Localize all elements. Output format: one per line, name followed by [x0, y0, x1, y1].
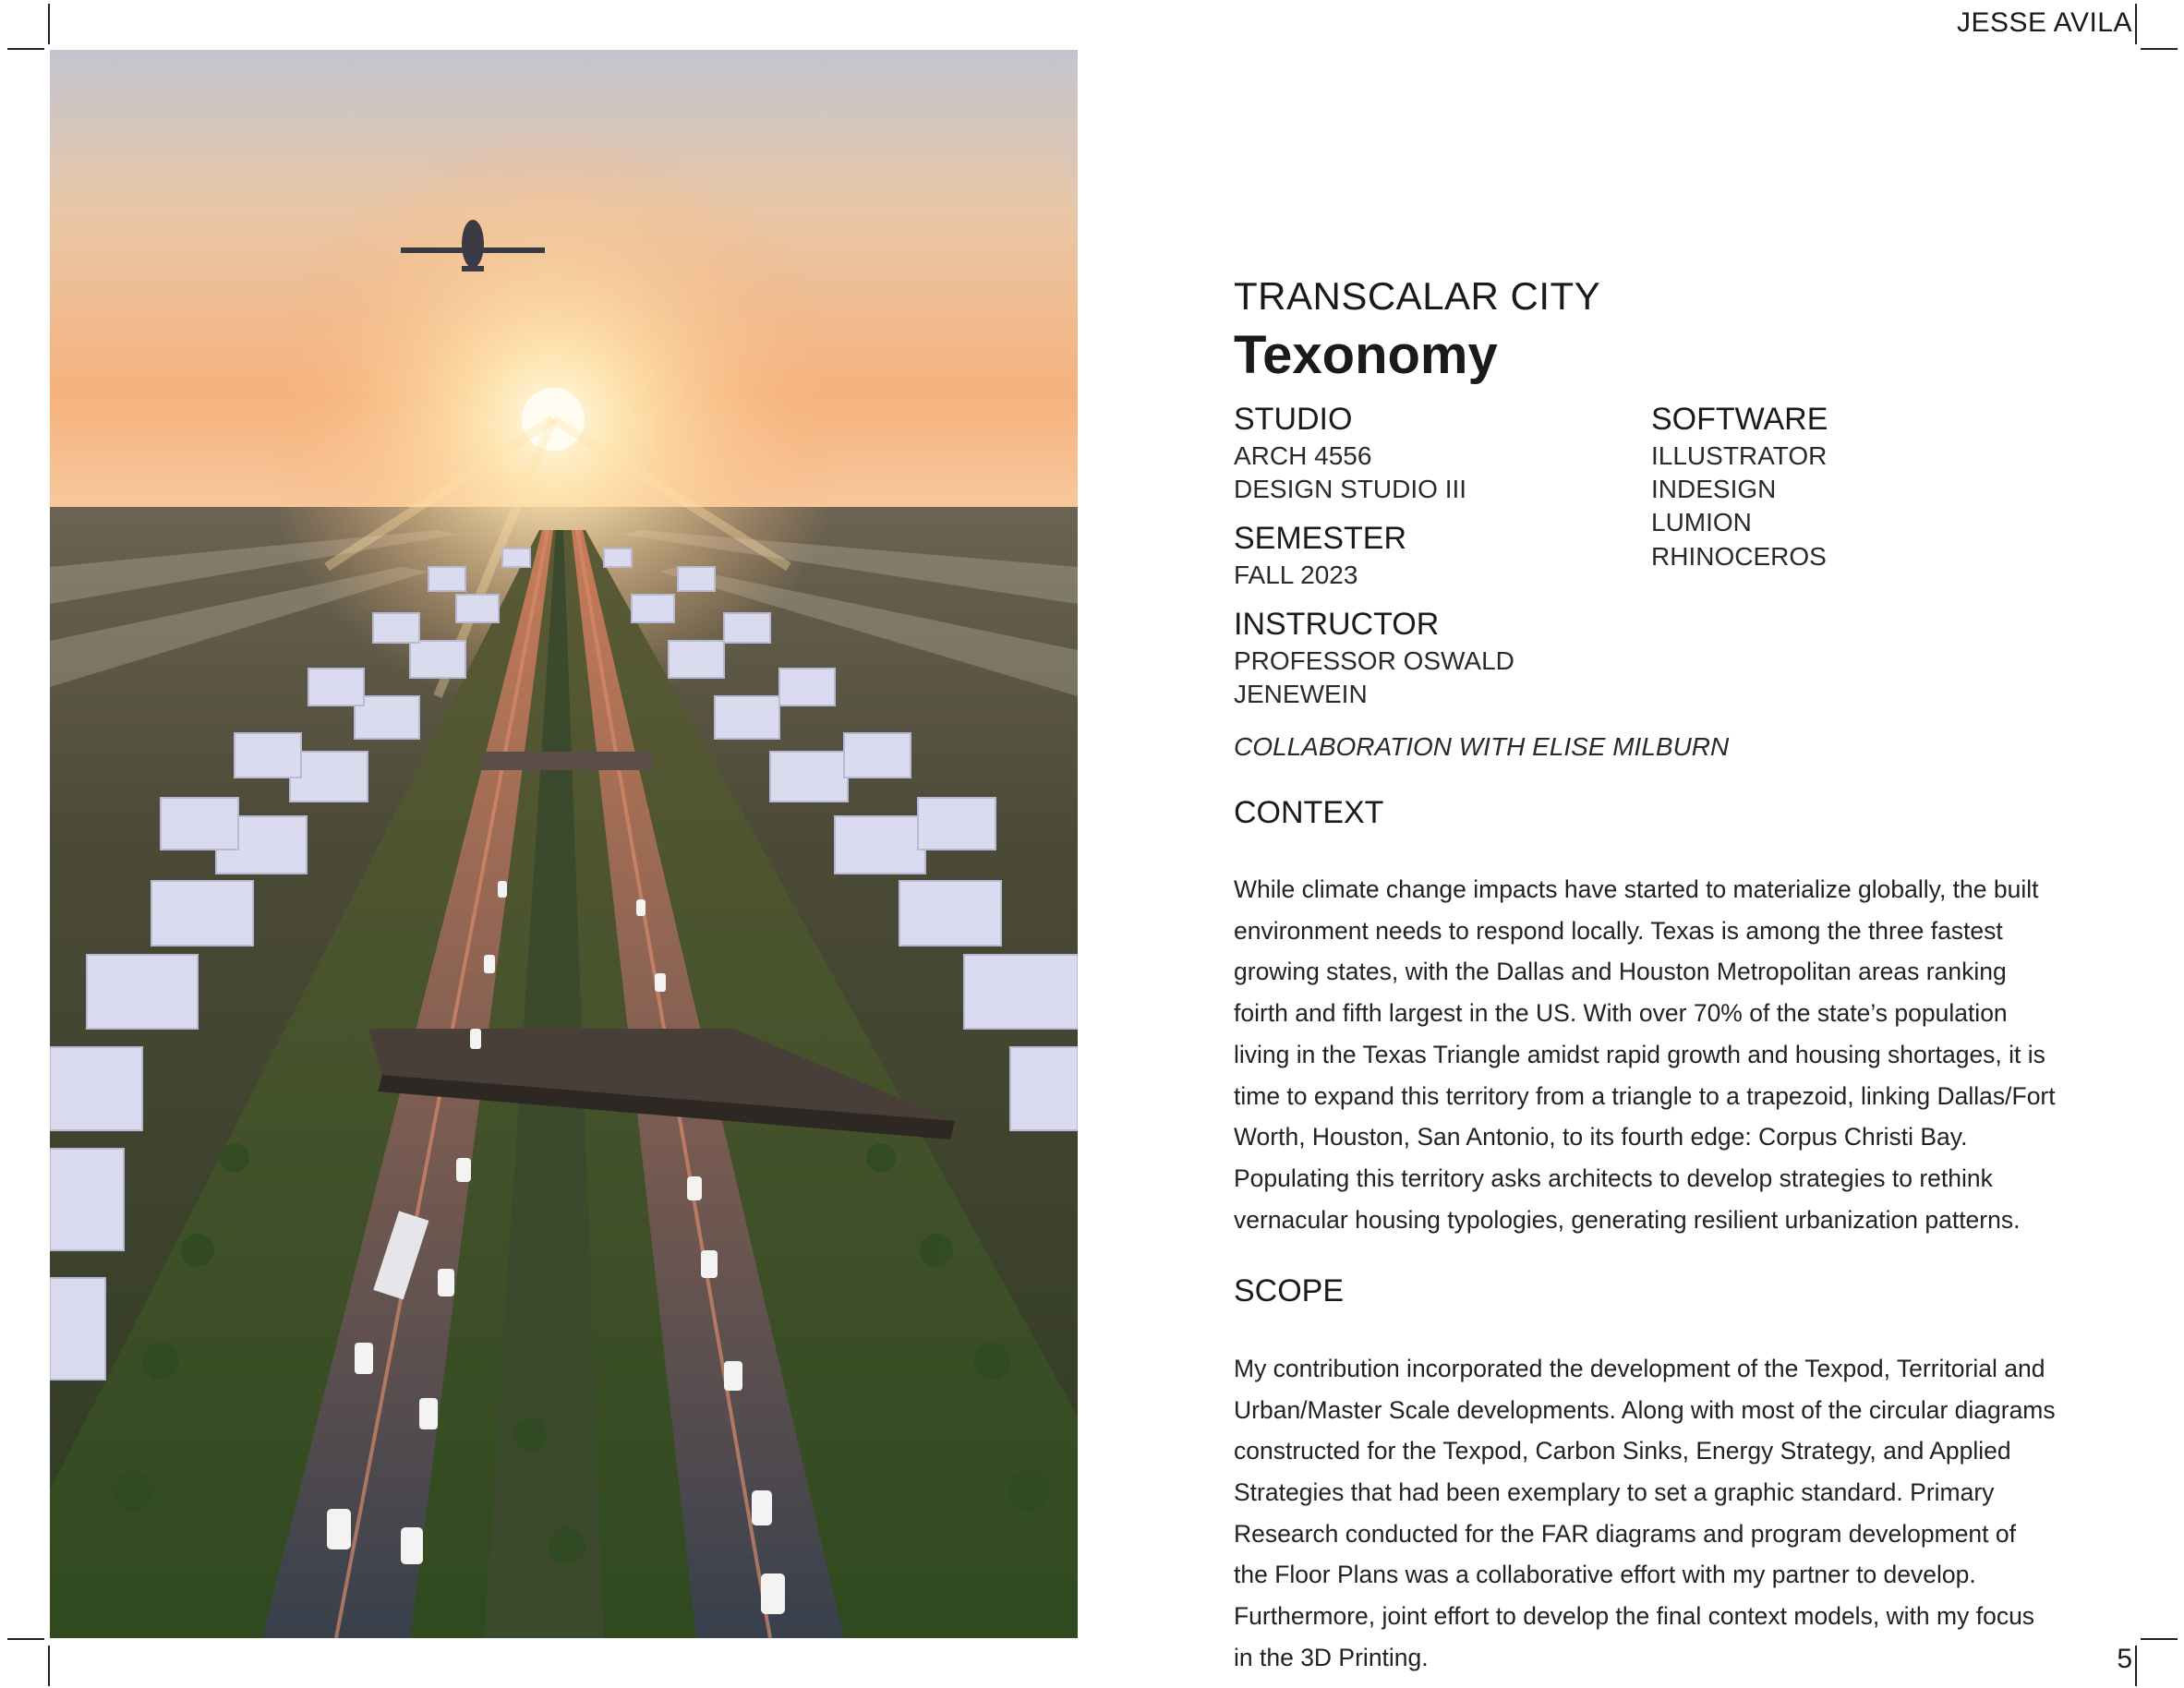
instructor-heading: INSTRUCTOR — [1234, 607, 1440, 643]
crop-mark — [2135, 4, 2137, 44]
software-heading: SOFTWARE — [1651, 402, 1828, 438]
software-item: RHINOCEROS — [1651, 541, 1827, 571]
crop-mark — [7, 48, 44, 50]
software-item: ILLUSTRATOR — [1651, 440, 1828, 470]
studio-section — [1234, 400, 1651, 506]
crop-mark — [2141, 1638, 2178, 1640]
studio-name: DESIGN STUDIO III — [1234, 474, 1467, 503]
collaboration-note: COLLABORATION WITH ELISE MILBURN — [1234, 731, 1730, 761]
instructor-name: PROFESSOR OSWALD JENEWEIN — [1234, 645, 1514, 709]
crop-mark — [2141, 48, 2178, 50]
project-title: Texonomy — [1234, 325, 1498, 386]
crop-mark — [2135, 1646, 2137, 1686]
studio-heading: STUDIO — [1234, 402, 1353, 438]
software-section — [1651, 400, 2021, 724]
scope-heading: SCOPE — [1234, 1273, 1345, 1309]
project-label: TRANSCALAR CITY — [1234, 274, 1601, 318]
context-heading: CONTEXT — [1234, 794, 1384, 830]
context-paragraph: While climate change impacts have started to materialize globally, the built environment needs to respond locally. Texas is among the three fastest growing states, with the Dallas and Houston Metropolitan areas ranking foirth and fifth largest in the US. With over 70% of the state’s population living in the Texas Triangle amidst rapid growth and housing shortages, it is time to expand this territory from a triangle to a trapezoid, linking Dallas/Fort Worth, Houston, San Antonio, to its fourth edge: Corpus Christi Bay. Populating this territory asks architects to develop strategies to rethink vernacular housing typologies, generating resilient urbanization patterns. — [1234, 875, 2056, 1234]
page-number: 5 — [2117, 1644, 2132, 1674]
project-info — [1234, 273, 2083, 1678]
scope-paragraph: My contribution incorporated the development of the Texpod, Territorial and Urban/Master Scale developments. Along with most of the circular diagrams constructed for the Texpod, Carbon Sinks, Energy Strategy, and Applied Strategies that had been exemplary to set a graphic standard. Primary Research conducted for the FAR diagrams and program development of the Floor Plans was a collaborative effort with my partner to develop. Furthermore, joint effort to develop the final context models, with my focus in the 3D Printing. — [1234, 1354, 2056, 1671]
studio-course: ARCH 4556 — [1234, 440, 1372, 470]
details-left-column — [1234, 400, 1651, 724]
software-item: INDESIGN — [1651, 474, 1777, 503]
author-name: JESSE AVILA — [1956, 7, 2132, 38]
instructor-section — [1234, 605, 1651, 711]
project-rendering — [50, 50, 1078, 1638]
crop-mark — [7, 1638, 44, 1640]
semester-heading: SEMESTER — [1234, 521, 1407, 557]
semester-value: FALL 2023 — [1234, 560, 1358, 589]
crop-mark — [48, 4, 50, 44]
project-details — [1234, 400, 2083, 724]
semester-section — [1234, 519, 1651, 592]
crop-mark — [48, 1646, 50, 1686]
software-item: LUMION — [1651, 508, 1752, 537]
